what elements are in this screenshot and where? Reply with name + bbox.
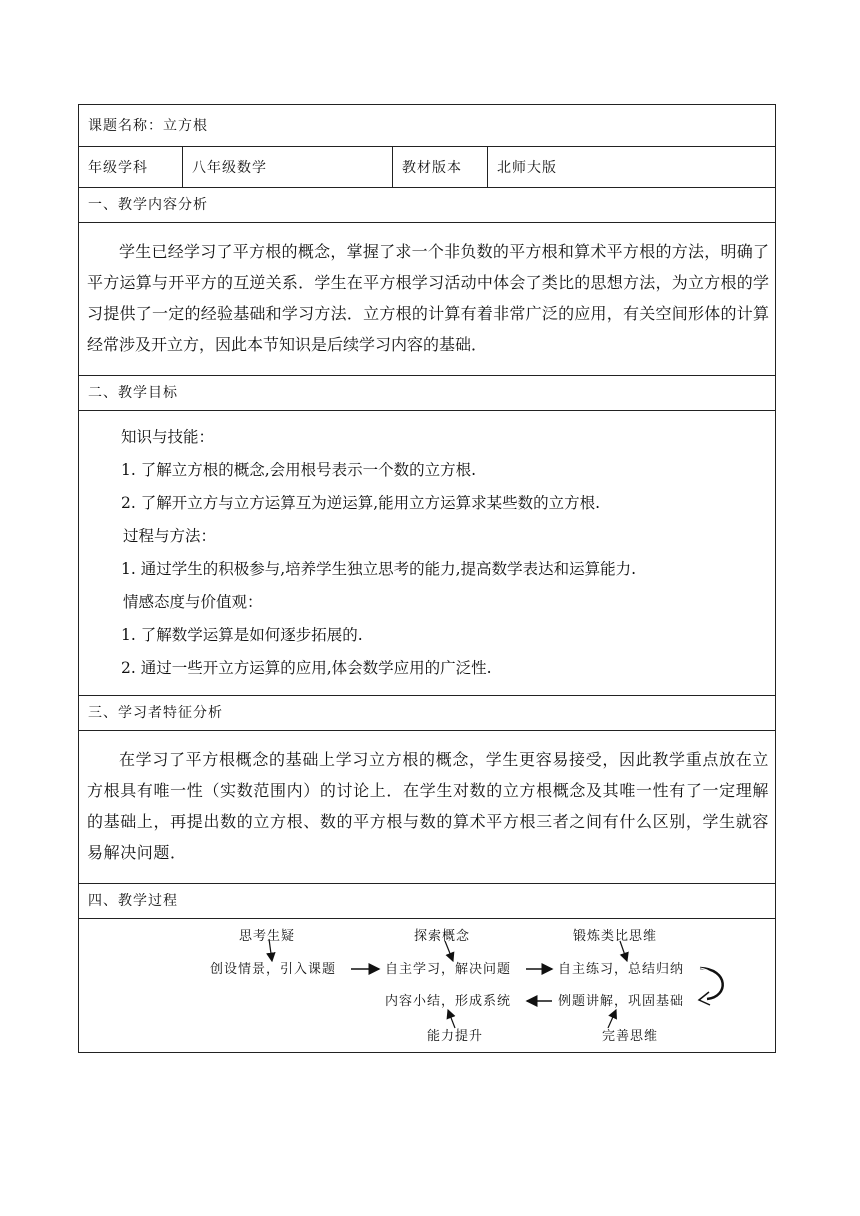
section2-body <box>79 411 775 696</box>
section3-title: 三、学习者特征分析 <box>88 705 223 721</box>
flow-top-label-1: 思考生疑 <box>239 929 296 944</box>
section2-header <box>79 376 775 411</box>
arrow-top-3 <box>620 941 627 961</box>
process-item-1: 1. 通过学生的积极参与,培养学生独立思考的能力,提高数学表达和运算能力. <box>121 560 636 578</box>
knowledge-heading: 知识与技能： <box>121 428 215 446</box>
flow-step-1: 创设情景，引入课题 <box>210 962 337 977</box>
section4-title: 四、教学过程 <box>88 893 178 909</box>
flow-step-2: 自主学习，解决问题 <box>385 962 512 977</box>
topic-label: 课题名称：立方根 <box>88 117 208 134</box>
flow-bottom-label-1: 能力提升 <box>427 1029 484 1044</box>
emotion-item-2: 2. 通过一些开立方运算的应用,体会数学应用的广泛性. <box>121 659 492 677</box>
section3-header <box>79 696 775 731</box>
topic-row <box>79 105 775 147</box>
arrow-top-2 <box>445 941 453 961</box>
grade-subject-value: 八年级数学 <box>183 147 393 187</box>
arrow-bottom-1 <box>448 1010 455 1028</box>
grade-subject-label: 年级学科 <box>79 147 183 187</box>
section3-paragraph: 在学习了平方根概念的基础上学习立方根的概念，学生更容易接受，因此教学重点放在立方根具有唯一性（实数范围内）的讨论上．在学生对数的立方根概念及其唯一性有了一定理解的基础上，再提出数的立方根、数的平方根与数的算术平方根三者之间有什么区别，学生就容易解决问题． <box>87 750 769 862</box>
flow-bottom-label-2: 完善思维 <box>602 1029 659 1044</box>
textbook-value: 北师大版 <box>497 160 557 176</box>
section2-title: 二、教学目标 <box>88 385 178 401</box>
process-heading: 过程与方法： <box>123 527 217 545</box>
flow-top-label-2: 探索概念 <box>414 929 471 944</box>
knowledge-item-2: 2. 了解开立方与立方运算互为逆运算,能用立方运算求某些数的立方根. <box>121 494 601 512</box>
section1-body <box>79 223 775 376</box>
flow-step-4: 例题讲解，巩固基础 <box>558 994 685 1009</box>
flow-step-5: 内容小结，形成系统 <box>385 994 512 1009</box>
flow-step-3: 自主练习，总结归纳 <box>558 962 685 977</box>
section4-header <box>79 884 775 919</box>
knowledge-item-1: 1. 了解立方根的概念,会用根号表示一个数的立方根. <box>121 461 477 479</box>
textbook-label: 教材版本 <box>393 147 488 187</box>
section1-title: 一、教学内容分析 <box>88 197 208 213</box>
emotion-heading: 情感态度与价值观： <box>123 593 263 611</box>
teaching-flow-diagram <box>79 919 775 1052</box>
emotion-item-1: 1. 了解数学运算是如何逐步拓展的. <box>121 626 363 644</box>
grade-textbook-row <box>79 147 775 188</box>
section3-body <box>79 731 775 884</box>
arrow-bottom-2 <box>608 1010 616 1028</box>
flow-top-label-3: 锻炼类比思维 <box>573 929 658 944</box>
lesson-plan-table <box>78 104 776 1053</box>
section1-header <box>79 188 775 223</box>
section1-paragraph: 学生已经学习了平方根的概念，掌握了求一个非负数的平方根和算术平方根的方法，明确了平方运算与开平方的互逆关系．学生在平方根学习活动中体会了类比的思想方法，为立方根的学习提供了一定的经验基础和学习方法．立方根的计算有着非常广泛的应用，有关空间形体的计算经常涉及开立方，因此本节知识是后续学习内容的基础． <box>87 242 769 354</box>
